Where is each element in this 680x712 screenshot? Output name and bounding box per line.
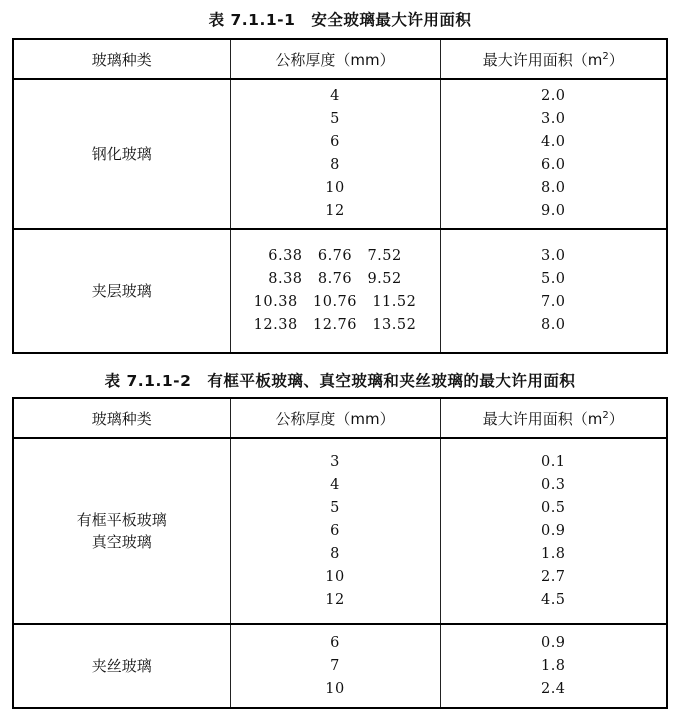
table2-caption (0, 369, 680, 391)
table2-title: 有框平板玻璃、真空玻璃和夹丝玻璃的最大许用面积 (207, 372, 576, 390)
thickness-cell: 6 7 10 (230, 624, 440, 708)
table2-header-row (13, 398, 667, 438)
thickness-cell: 6.38 6.76 7.52 8.38 8.76 9.52 10.38 10.76 11.52 12.38 12.76 13.52 (230, 229, 440, 353)
area-cell: 3.0 5.0 7.0 8.0 (440, 229, 667, 353)
area-cell: 0.9 1.8 2.4 (440, 624, 667, 708)
table-row (13, 438, 667, 624)
table1-title: 安全玻璃最大许用面积 (311, 11, 472, 29)
area-cell: 0.1 0.3 0.5 0.9 1.8 2.7 4.5 (440, 438, 667, 624)
table-row (13, 79, 667, 229)
table2 (12, 397, 668, 709)
thickness-cell: 3 4 5 6 8 10 12 (230, 438, 440, 624)
glass-type-cell: 有框平板玻璃 真空玻璃 (13, 438, 230, 624)
table1 (12, 38, 668, 354)
table1-header-row (13, 39, 667, 79)
table1-header-thickness: 公称厚度（mm） (230, 39, 440, 79)
table2-number: 表 7.1.1-2 (104, 372, 192, 390)
glass-type-cell: 夹层玻璃 (13, 229, 230, 353)
table2-header-type: 玻璃种类 (13, 398, 230, 438)
thickness-cell: 4 5 6 8 10 12 (230, 79, 440, 229)
table1-number: 表 7.1.1-1 (208, 11, 296, 29)
area-cell: 2.0 3.0 4.0 6.0 8.0 9.0 (440, 79, 667, 229)
table1-header-type: 玻璃种类 (13, 39, 230, 79)
glass-type-cell: 钢化玻璃 (13, 79, 230, 229)
table1-caption (0, 8, 680, 30)
table-row (13, 229, 667, 353)
table1-header-area: 最大许用面积$(m^2)$ (440, 39, 667, 79)
table2-header-thickness: 公称厚度（mm） (230, 398, 440, 438)
table-row (13, 624, 667, 708)
table2-header-area: 最大许用面积$(m^2)$ (440, 398, 667, 438)
glass-type-cell: 夹丝玻璃 (13, 624, 230, 708)
